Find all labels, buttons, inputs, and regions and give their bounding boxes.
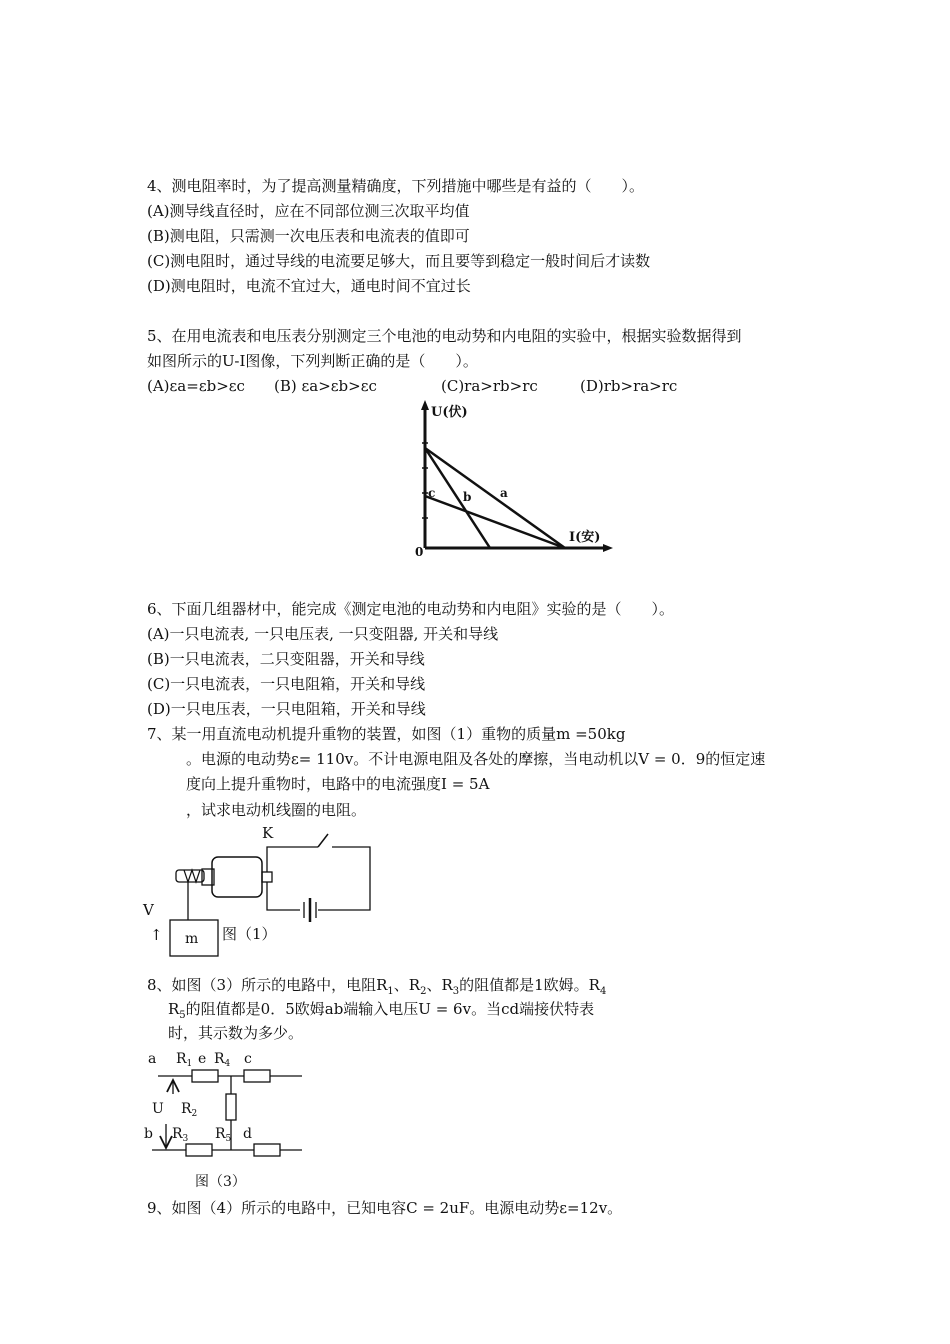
q4-option-b: (B)测电阻，只需测一次电压表和电流表的值即可	[147, 227, 470, 245]
wire-top-left	[267, 847, 318, 872]
subscript: 2	[420, 986, 427, 997]
q8-line2-text: 的阻值都是0．5欧姆ab端输入电压U = 6v。当cd端接伏特表	[185, 1000, 595, 1018]
node-d-label: d	[243, 1126, 252, 1142]
q8-line1-text: 的阻值都是1欧姆。R	[459, 976, 600, 994]
q5-option-d: (D)rb>ra>rc	[580, 377, 678, 395]
figure-1-motor-circuit	[140, 822, 380, 962]
wire-bottom-left	[267, 882, 300, 910]
q9-stem: 9、如图（4）所示的电路中，已知电容C = 2uF。电源电动势ε=12v。	[147, 1199, 623, 1217]
velocity-arrow: ↑	[150, 926, 163, 944]
r2-label: $R_2$	[181, 1101, 198, 1119]
wire-right	[318, 847, 370, 910]
subscript: 5	[179, 1010, 186, 1021]
resistor-r1	[192, 1070, 218, 1082]
ui-graph	[405, 398, 620, 563]
q4-option-c: (C)测电阻时，通过导线的电流要足够大，而且要等到稳定一般时间后才读数	[147, 252, 651, 270]
r1-label: $R_1$	[176, 1051, 193, 1069]
label-a: a	[500, 486, 508, 500]
motor-body	[212, 857, 262, 897]
q8-line1-text: 8、如图（3）所示的电路中，电阻R	[147, 976, 388, 994]
q7-line2: 。电源的电动势ε= 110v。不计电源电阻及各处的摩擦，当电动机以V = 0．9的恒定速	[186, 750, 766, 768]
subscript: 4	[599, 986, 607, 997]
drum-coil	[184, 870, 200, 882]
q7-line1: 7、某一用直流电动机提升重物的装置，如图（1）重物的质量m =50kg	[147, 725, 626, 743]
q7-line4: ，试求电动机线圈的电阻。	[186, 801, 367, 819]
u-axis-label: U(伏)	[431, 405, 468, 420]
r3-label: $R_3$	[172, 1126, 189, 1144]
q6-option-a: (A)一只电流表, 一只电压表, 一只变阻器, 开关和导线	[147, 625, 499, 643]
r5-label: $R_5$	[215, 1126, 232, 1144]
mass-label: m	[185, 931, 199, 947]
q5-stem-line1: 5、在用电流表和电压表分别测定三个电池的电动势和内电阻的实验中，根据实验数据得到	[147, 327, 742, 345]
q4-stem: 4、测电阻率时，为了提高测量精确度，下列措施中哪些是有益的（ ）。	[147, 177, 645, 195]
q5-option-b: (B) εa>εb>εc	[274, 377, 377, 395]
subscript: 1	[387, 986, 394, 997]
q4-option-a: (A)测导线直径时，应在不同部位测三次取平均值	[147, 202, 470, 220]
figure-3-resistor-network	[140, 1046, 310, 1194]
node-e-label: e	[198, 1051, 207, 1067]
line-a	[425, 448, 565, 548]
q5-option-c: (C)ra>rb>rc	[441, 377, 538, 395]
node-a-label: a	[148, 1051, 157, 1067]
resistor-r4	[244, 1070, 270, 1082]
q8-line1-text: 、R	[426, 976, 453, 994]
q6-stem: 6、下面几组器材中，能完成《测定电池的电动势和内电阻》实验的是（ ）。	[147, 600, 675, 618]
switch-label: K	[262, 824, 274, 842]
q4-option-d: (D)测电阻时，电流不宜过大，通电时间不宜过长	[147, 277, 471, 295]
label-c: c	[428, 486, 436, 500]
i-axis-arrow	[603, 544, 613, 552]
figure-3-caption: 图（3）	[195, 1174, 246, 1190]
u-axis-arrow	[421, 400, 429, 410]
q8-line1	[147, 975, 606, 1002]
subscript: 3	[452, 986, 460, 997]
figure-1-caption: 图（1）	[222, 925, 277, 943]
motor-shaft	[262, 872, 272, 882]
voltage-u-label: U	[152, 1101, 164, 1117]
i-axis-label: I(安)	[569, 530, 601, 545]
velocity-label: V	[143, 901, 154, 919]
node-c-label: c	[244, 1051, 252, 1067]
label-b: b	[463, 490, 472, 504]
resistor-r5	[254, 1144, 280, 1156]
q6-option-d: (D)一只电压表，一只电阻箱，开关和导线	[147, 700, 426, 718]
q8-line2-text: R	[168, 1000, 180, 1018]
origin-label: 0	[415, 545, 424, 559]
q6-option-c: (C)一只电流表，一只电阻箱，开关和导线	[147, 675, 426, 693]
resistor-r3	[186, 1144, 212, 1156]
q8-line3: 时，其示数为多少。	[168, 1024, 304, 1042]
resistor-r2	[226, 1094, 236, 1120]
q8-line1-text: 、R	[393, 976, 421, 994]
r4-label: $R_4$	[214, 1051, 231, 1069]
line-c	[425, 496, 565, 548]
q5-option-a: (A)εa=εb>εc	[147, 377, 245, 395]
q5-stem-line2: 如图所示的U-I图像，下列判断正确的是（ ）。	[147, 352, 478, 370]
node-b-label: b	[144, 1126, 153, 1142]
switch-k	[318, 834, 328, 847]
q8-line2	[168, 999, 594, 1026]
q7-line3: 度向上提升重物时，电路中的电流强度I = 5A	[186, 775, 490, 793]
q6-option-b: (B)一只电流表，二只变阻器，开关和导线	[147, 650, 425, 668]
